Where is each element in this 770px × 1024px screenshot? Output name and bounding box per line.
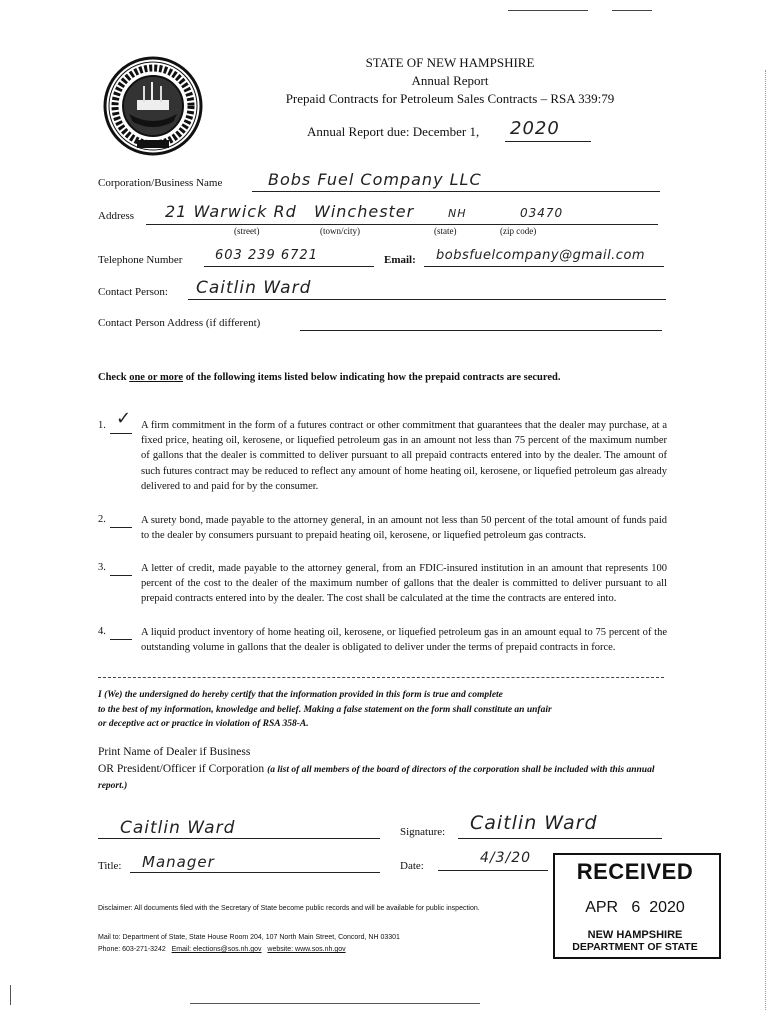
due-year-line <box>505 141 591 142</box>
certification-line-2: to the best of my information, knowledge and belief. Making a false statement on the form shall constitute an unfair <box>98 704 552 715</box>
certification-line-1: I (We) the undersigned do hereby certify that the information provided in this form is true and complete <box>98 690 503 700</box>
contact-footer <box>98 946 346 953</box>
date-line <box>438 870 548 871</box>
address-zip-value[interactable]: 03470 <box>520 206 564 220</box>
dealer-name-line <box>98 838 380 839</box>
address-state-value[interactable]: NH <box>448 207 467 220</box>
item-4-checkbox[interactable] <box>110 626 132 640</box>
item-2-checkbox[interactable] <box>110 514 132 528</box>
contact-person-label: Contact Person: <box>98 286 168 298</box>
contact-address-line <box>300 330 662 331</box>
check-suffix: of the following items listed below indicating how the prepaid contracts are secured. <box>183 372 561 383</box>
footer-email[interactable]: Email: elections@sos.nh.gov <box>171 946 262 953</box>
item-4-text: A liquid product inventory of home heating oil, kerosene, or liquefied petroleum gas in an amount equal to 75 percent of the outstanding volume in gallons that the dealer is obligated to deliver under the terms of prepaid contracts in force. <box>141 627 667 654</box>
address-street-caption: (street) <box>234 226 260 236</box>
certification-line-3: or deceptive act or practice in violation of RSA 358-A. <box>98 719 309 729</box>
signature-label: Signature: <box>400 826 446 838</box>
contact-person-line <box>188 299 666 300</box>
item-1-check-mark: ✓ <box>116 408 133 429</box>
received-stamp <box>553 853 721 959</box>
officer-label: OR President/Officer if Corporation <box>98 763 268 775</box>
business-name-line <box>252 191 660 192</box>
item-1-number: 1. <box>98 420 106 431</box>
due-year: 2020 <box>510 118 560 139</box>
item-3-checkbox[interactable] <box>110 562 132 576</box>
footer-phone: Phone: 603-271-3242 <box>98 946 166 953</box>
check-instructions <box>98 372 560 383</box>
due-label: Annual Report due: December 1, <box>307 124 480 139</box>
item-3-number: 3. <box>98 562 106 573</box>
stamp-received: RECEIVED <box>576 859 694 884</box>
bottom-scan-mark <box>190 1003 480 1004</box>
officer-note: (a list of all members of the board of directors of the corporation shall be included with this annual report.) <box>98 765 655 791</box>
dealer-name-value[interactable]: Caitlin Ward <box>120 818 236 838</box>
address-zip-caption: (zip code) <box>500 226 537 236</box>
title-value[interactable]: Manager <box>142 853 215 871</box>
contact-person-value[interactable]: Caitlin Ward <box>196 278 312 298</box>
contact-address-label: Contact Person Address (if different) <box>98 317 261 329</box>
left-margin-mark <box>10 985 11 1005</box>
business-name-value[interactable]: Bobs Fuel Company LLC <box>268 170 482 189</box>
state-seal-icon <box>103 56 203 156</box>
item-4-number: 4. <box>98 626 106 637</box>
address-street-value[interactable]: 21 Warwick Rd <box>165 202 297 221</box>
business-name-label: Corporation/Business Name <box>98 177 223 189</box>
telephone-value[interactable]: 603 239 6721 <box>215 248 318 263</box>
date-value[interactable]: 4/3/20 <box>480 850 532 866</box>
page-edge <box>763 70 766 1010</box>
mail-to-text: Mail to: Department of State, State House Room 204, 107 North Main Street, Concord, NH 03301 <box>98 934 400 941</box>
email-line <box>424 266 664 267</box>
section-divider <box>98 677 664 678</box>
email-label: Email: <box>384 254 416 266</box>
stamp-line-1: NEW HAMPSHIRE <box>587 929 683 941</box>
scan-mark-top-right <box>612 10 652 11</box>
address-city-caption: (town/city) <box>320 226 360 236</box>
address-line <box>146 224 658 225</box>
certification-text <box>98 688 552 732</box>
address-city-value[interactable]: Winchester <box>314 202 415 221</box>
footer-website[interactable]: website: www.sos.nh.gov <box>267 946 346 953</box>
item-2-text: A surety bond, made payable to the attorney general, in an amount not less than 50 percent of the total amount of funds paid to the dealer by consumers pursuant to prepaid heating oil, kerosene, or liquefied petroleum gas contracts. <box>141 515 667 542</box>
stamp-line-2: DEPARTMENT OF STATE <box>572 941 698 953</box>
disclaimer-text: Disclaimer: All documents filed with the Secretary of State become public records and will be available for public inspection. <box>98 905 480 912</box>
check-one-or-more: one or more <box>129 372 184 383</box>
signature-line <box>458 838 662 839</box>
item-1-text: A firm commitment in the form of a futures contract or other commitment that guarantees that the dealer may purchase, at a fixed price, heating oil, kerosene, or liquefied petroleum gas in an amount not less than 75 percent of the maximum number of gallons that the dealer is committed to deliver pursuant to all prepaid contracts entered into by the dealer. The amount of such futures contract may be reduced to reflect any amount of home heating oil, kerosene, or liquefied petroleum gas already delivered to and paid for by the consumer. <box>141 420 667 492</box>
telephone-label: Telephone Number <box>98 254 183 266</box>
scan-mark-top <box>508 10 588 11</box>
print-name-label: Print Name of Dealer if Business <box>98 746 251 758</box>
title-line <box>130 872 380 873</box>
email-value[interactable]: bobsfuelcompany@gmail.com <box>436 248 646 263</box>
report-title: Annual Report <box>411 73 489 88</box>
date-label: Date: <box>400 860 424 872</box>
check-prefix: Check <box>98 372 130 383</box>
address-label: Address <box>98 210 135 222</box>
item-2-number: 2. <box>98 514 106 525</box>
officer-label-block <box>98 762 668 794</box>
stamp-date: APR 6 2020 <box>585 899 685 916</box>
address-state-caption: (state) <box>434 226 457 236</box>
report-subtitle: Prepaid Contracts for Petroleum Sales Contracts – RSA 339:79 <box>285 91 615 106</box>
telephone-line <box>204 266 374 267</box>
signature-value[interactable]: Caitlin Ward <box>470 812 598 834</box>
item-3-text: A letter of credit, made payable to the attorney general, from an FDIC-insured institution in an amount that represents 100 percent of the cost to the dealer of the maximum number of gallons that the dealer is committed to deliver pursuant to all prepaid contracts entered into by the dealer. The cost shall be calculated at the time the contracts are entered into. <box>141 563 667 605</box>
title-label: Title: <box>98 860 122 872</box>
state-title: STATE OF NEW HAMPSHIRE <box>365 55 535 70</box>
